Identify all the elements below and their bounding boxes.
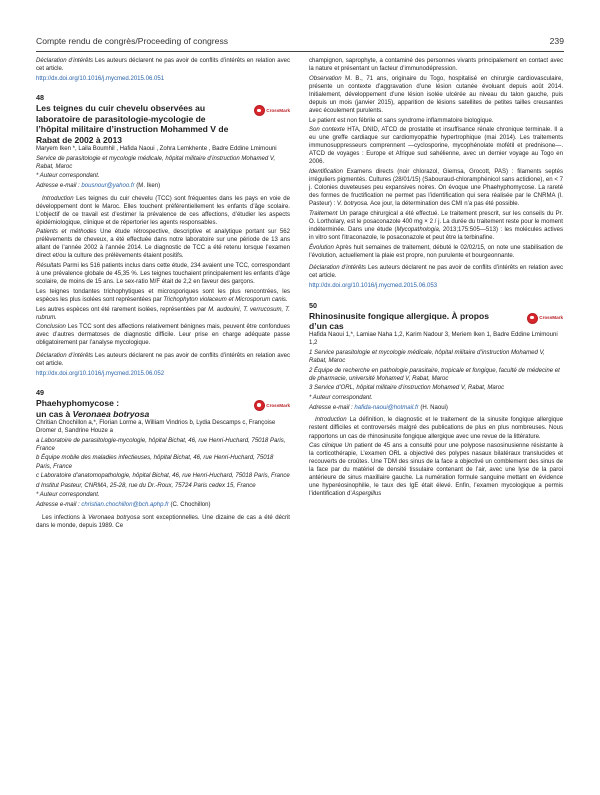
section-text: Un patient de 45 ans a consulté pour une polypose nasosinusienne résistante à la corticothérapie, L’examen ORL a objectivé des polypes nasaux bilatéraux translucides et recouverts de croûtes. Une TDM des sinus de la face a objectivé un comblement des sinus de la face par du matériel de densité tissulaire contenant de l’air, avec une lyse de la paroi antérieure de sinus maxillaire gauche. La numération formule sanguine mettant en évidence une hyperéosinophilie, le taux des IgE était élevé. Enfin, l’examen mycologique a permis l’identification d’ [309, 443, 563, 498]
section-label: Introduction [42, 195, 74, 202]
section-text: HTA, DNID, ATCD de prostatite et insuffisance rénale chronique terminale. Il a eu une greffe cardiaque sur cardiomyopathie hypertrophique (mai 2014). Les traitements immunosuppresseurs comprennent —cyclosporine, mycophénolate mofétil et prednisone—. ATCD de voyages : Europe et Afrique sud sahélienne, avec un dernier voyage au Togo en 2006. [309, 127, 563, 166]
section-text: Examens directs (noir chlorazol, Giemsa, Grocott, PAS) : filaments septés irréguliers pigmentés. Cultures (28/01/15) (Sabouraud-chloramphénicol sans actidione), en < 7 j. Colonies duveteuses peu expansives noires. On évoque une Phaehyphomycose. La rareté des formes de fructification ne permet pas l’identification qui sera réalisée par le CNRMA (I. Pasteur) : [309, 168, 563, 208]
right-column [309, 57, 563, 500]
species-name: M. audouini, T. verrucosum, T. rubrum. [36, 306, 290, 321]
email-label: Adresse e-mail : [309, 404, 353, 411]
left-column [36, 57, 290, 531]
abstract-number: 48 [36, 93, 44, 103]
section-text: Les TCC sont des affections relativement bénignes mais, peuvent être confondues avec d’autres dermatoses de diagnostic difficile. Leur prise en charge adéquate passe obligatoirement par l’analyse mycologique. [36, 324, 290, 347]
crossmark-icon[interactable]: CrossMark [527, 313, 563, 324]
email-link[interactable]: christian.chochillon@bch.aphp.fr [81, 502, 169, 509]
abstract-heading [309, 311, 563, 332]
section-text: Une étude rétrospective, descriptive et analytique portant sur 562 prélèvements de cheveux, a été effectuée dans notre laboratoire sur une période de 13 ans allant de l’année 2002 à l’année 2014. Le diagnostic de TCC a été retenu lorsque l’examen direct et/ou la culture des prélèvements étaient positifs. [36, 229, 290, 260]
journal-ref: Mycopathologia [396, 226, 439, 233]
declaration-label: Déclaration d’intérêts [36, 58, 94, 64]
authors: Chritian Chochillon a,*, Florian Lorme a, William Vindrios b, Lydia Descamps c, Françoise Dromer d, Sandrine Houze a [36, 420, 276, 435]
email-label: Adresse e-mail : [36, 182, 80, 189]
section-label: Résultats [36, 263, 62, 270]
journal-title: Compte rendu de congrès/Proceeding of congress [36, 36, 229, 46]
email-owner: (C. Chochillon) [170, 502, 211, 509]
crossmark-icon[interactable]: CrossMark [254, 400, 290, 411]
doi-link[interactable]: http://dx.doi.org/10.1016/j.mycmed.2015.06.052 [36, 370, 165, 377]
declaration-text: Les auteurs déclarent ne pas avoir de conflits d’intérêts en relation avec cet article. [36, 352, 290, 368]
affiliation: 2 Équipe de recherche en pathologie parasitaire, tropicale et fongique, faculté de médecine et de pharmacie, université Mohamed V, Rabat, Maroc [309, 367, 560, 382]
abstract-number: 49 [36, 388, 44, 398]
authors: Maryem Iken *, Laila Boumhil , Hafida Naoui , Zohra Lemkhente , Badre Eddine Lmimouni [36, 145, 277, 152]
section-label: Cas clinique [309, 443, 343, 450]
section-text: Les teignes du cuir chevelu (TCC) sont fréquentes dans les pays en voie de développement dont le Maroc. Elles touchent préférentiellement les enfants d’âge scolaire. L’objectif de ce travail est d’estimer la prévalence de ces affections, d’étudier les aspects épidémiologique, clinique et de répertorier les agents responsables. [36, 195, 290, 226]
corresponding-author: * Auteur correspondant. [309, 395, 373, 402]
authors: Hafida Naoui 1,*, Lamiae Naha 1,2, Karim Nadour 3, Meriem Iken 1, Badre Eddine Lmimouni 1,2 [309, 332, 558, 347]
corresponding-author: * Auteur correspondant. [36, 173, 100, 180]
corresponding-author: * Auteur correspondant. [36, 492, 100, 499]
paragraph-text: Les teignes tondantes trichophytiques et microsporiques sont les plus rencontrées, les espèces les plus isolées sont représentées par [36, 288, 290, 303]
email-owner: (M. Iken) [136, 182, 161, 189]
abstract-heading [36, 398, 290, 419]
abstract-title: Rhinosinusite fongique allergique. À propos d’un cas [309, 310, 489, 332]
section-label: Observation [309, 75, 342, 82]
affiliation: Service de parasitologie et mycologie médicale, hôpital militaire d’instruction Mohamed V, Rabat, Maroc [36, 155, 276, 170]
species-name: Trichophyton violaceum et Microsporum canis. [163, 296, 288, 303]
abstract-heading [36, 103, 290, 145]
paragraph-text: sont exceptionnelles. Une dizaine de cas a été décrit dans le monde, depuis 1989. Ce [36, 514, 290, 529]
crossmark-icon[interactable]: CrossMark [254, 105, 290, 116]
section-text: La définition, le diagnostic et le traitement de la sinusite fongique allergique restent difficiles et controversés malgré des publications de plus en plus nombreuses. Nous rapportons un cas de rhinosinusite fongique allergique avec une revue de la littérature. [309, 417, 563, 440]
paragraph-text: champignon, saprophyte, a contaminé des personnes vivants principalement en contact avec la nature et présentant un facteur d’immunodépression. [309, 58, 563, 73]
section-label: Son contexte [309, 127, 345, 134]
section-label: Traitement [309, 210, 338, 217]
affiliation: b Équipe mobile des maladies infectieuses, hôpital Bichat, 46, rue Henri-Huchard, 75018 Paris, France [36, 455, 274, 470]
affiliation: d Institut Pasteur, CNRMA, 25-28, rue du Dr.-Roux, 75724 Paris cedex 15, France [36, 482, 256, 489]
section-text: Ace jour, la détermination des CMI n’a pas été possible. [370, 201, 520, 208]
affiliation: c Laboratoire d’anatomopathologie, hôpital Bichat, 46, rue Henri-Huchard, 75018 Paris, France [36, 473, 290, 480]
header-rule [36, 51, 564, 52]
section-text: , 2013;175:505—513) : les molécules actives in vitro sont l’itraconazole, le posaconazole et peut être la terbinafine. [309, 226, 563, 241]
section-text: Après huit semaines de traitement, débuté le 02/02/15, on note une stabilisation de l’évolution, actuellement la plaie est propre, non purulente et bourgeonnante. [309, 244, 563, 259]
section-label: Identification [309, 168, 343, 175]
running-header [36, 36, 564, 46]
affiliation: 1 Service parasitologie et mycologie médicale, hôpital militaire d’instruction Mohamed V, Rabat, Maroc [309, 350, 545, 365]
declaration-label: Déclaration d’intérêts [309, 265, 367, 272]
declaration-text: Les auteurs déclarent ne pas avoir de conflits d’intérêts en relation avec cet article. [309, 265, 563, 280]
section-text: Parmi les 516 patients inclus dans cette étude, 234 avaient une TCC, correspondant à une prévalence globale de 45,35 %. Les teignes touchaient principalement les enfants d’âge scolaire, de moins de 15 ans. Le sex-ratio M/F était de 2,2 en faveur des garçons. [36, 263, 290, 286]
species-name: Aspergillus [351, 491, 382, 498]
section-label: Patients et méthodes [36, 229, 97, 236]
section-text: Un parage chirurgical a été effectué. Le traitement prescrit, sur les conseils du Pr. O. Lortholary, est le posaconazole 400 mg × 2 / j. La durée du traitement reste pour le moment indéterminée. Dans une étude ( [309, 210, 563, 233]
section-label: Introduction [315, 417, 347, 424]
paragraph-text: Le patient est non fébrile et sans syndrome inflammatoire biologique. [309, 117, 494, 124]
email-label: Adresse e-mail : [36, 502, 80, 509]
declaration-text: Les auteurs déclarent ne pas avoir de conflits d’intérêts en relation avec cet article. [36, 58, 290, 73]
species-name: Veronaea botryosa [88, 514, 140, 521]
affiliation: 3 Service d’ORL, hôpital militaire d’instruction Mohamed V, Rabat, Maroc [309, 385, 505, 392]
section-label: Conclusion [36, 324, 66, 331]
doi-link[interactable]: http://dx.doi.org/10.1016/j.mycmed.2015.06.051 [36, 75, 165, 82]
email-owner: (H. Naoui) [420, 404, 448, 411]
section-label: Évolution [309, 244, 334, 251]
doi-link[interactable]: http://dx.doi.org/10.1016/j.mycmed.2015.06.053 [309, 282, 438, 289]
email-link[interactable]: bousnour@yahoo.fr [81, 182, 135, 189]
paragraph-text: Les autres espèces ont été rarement isolées, représentées par [36, 306, 207, 313]
affiliation: a Laboratoire de parasitologie-mycologie, hôpital Bichat, 46, rue Henri-Huchard, 75018 Paris, France [36, 437, 286, 452]
email-link[interactable]: hafida-naoui@hotmail.fr [354, 404, 419, 411]
abstract-number: 50 [309, 300, 317, 310]
abstract-title: Phaehyphomycose : un cas à Veronaea botryosa [36, 398, 150, 419]
page-number: 239 [549, 36, 564, 46]
section-text: M. B., 71 ans, originaire du Togo, hospitalisé en chirurgie cardiovasculaire, présente un contexte d’aggravation d’une lésion cutanée évoluant depuis août 2014. Initialement, développement d’une lésion isolée ulcérée au niveau du talon gauche, puis depuis un mois (janvier 2015), apparition de lésions satellites de petites tailles creusantes avec écoulement purulents. [309, 75, 563, 114]
declaration-label: Déclaration d’intérêts [36, 352, 94, 359]
paragraph-text: Les infections à [42, 514, 86, 521]
abstract-title: Les teignes du cuir chevelu observées au laboratoire de parasitologie-mycologie de l’hôpital militaire d’instruction Mohammed V de Rabat de 2002 à 2013 [36, 103, 229, 145]
species-name: V. botryosa. [336, 201, 369, 208]
